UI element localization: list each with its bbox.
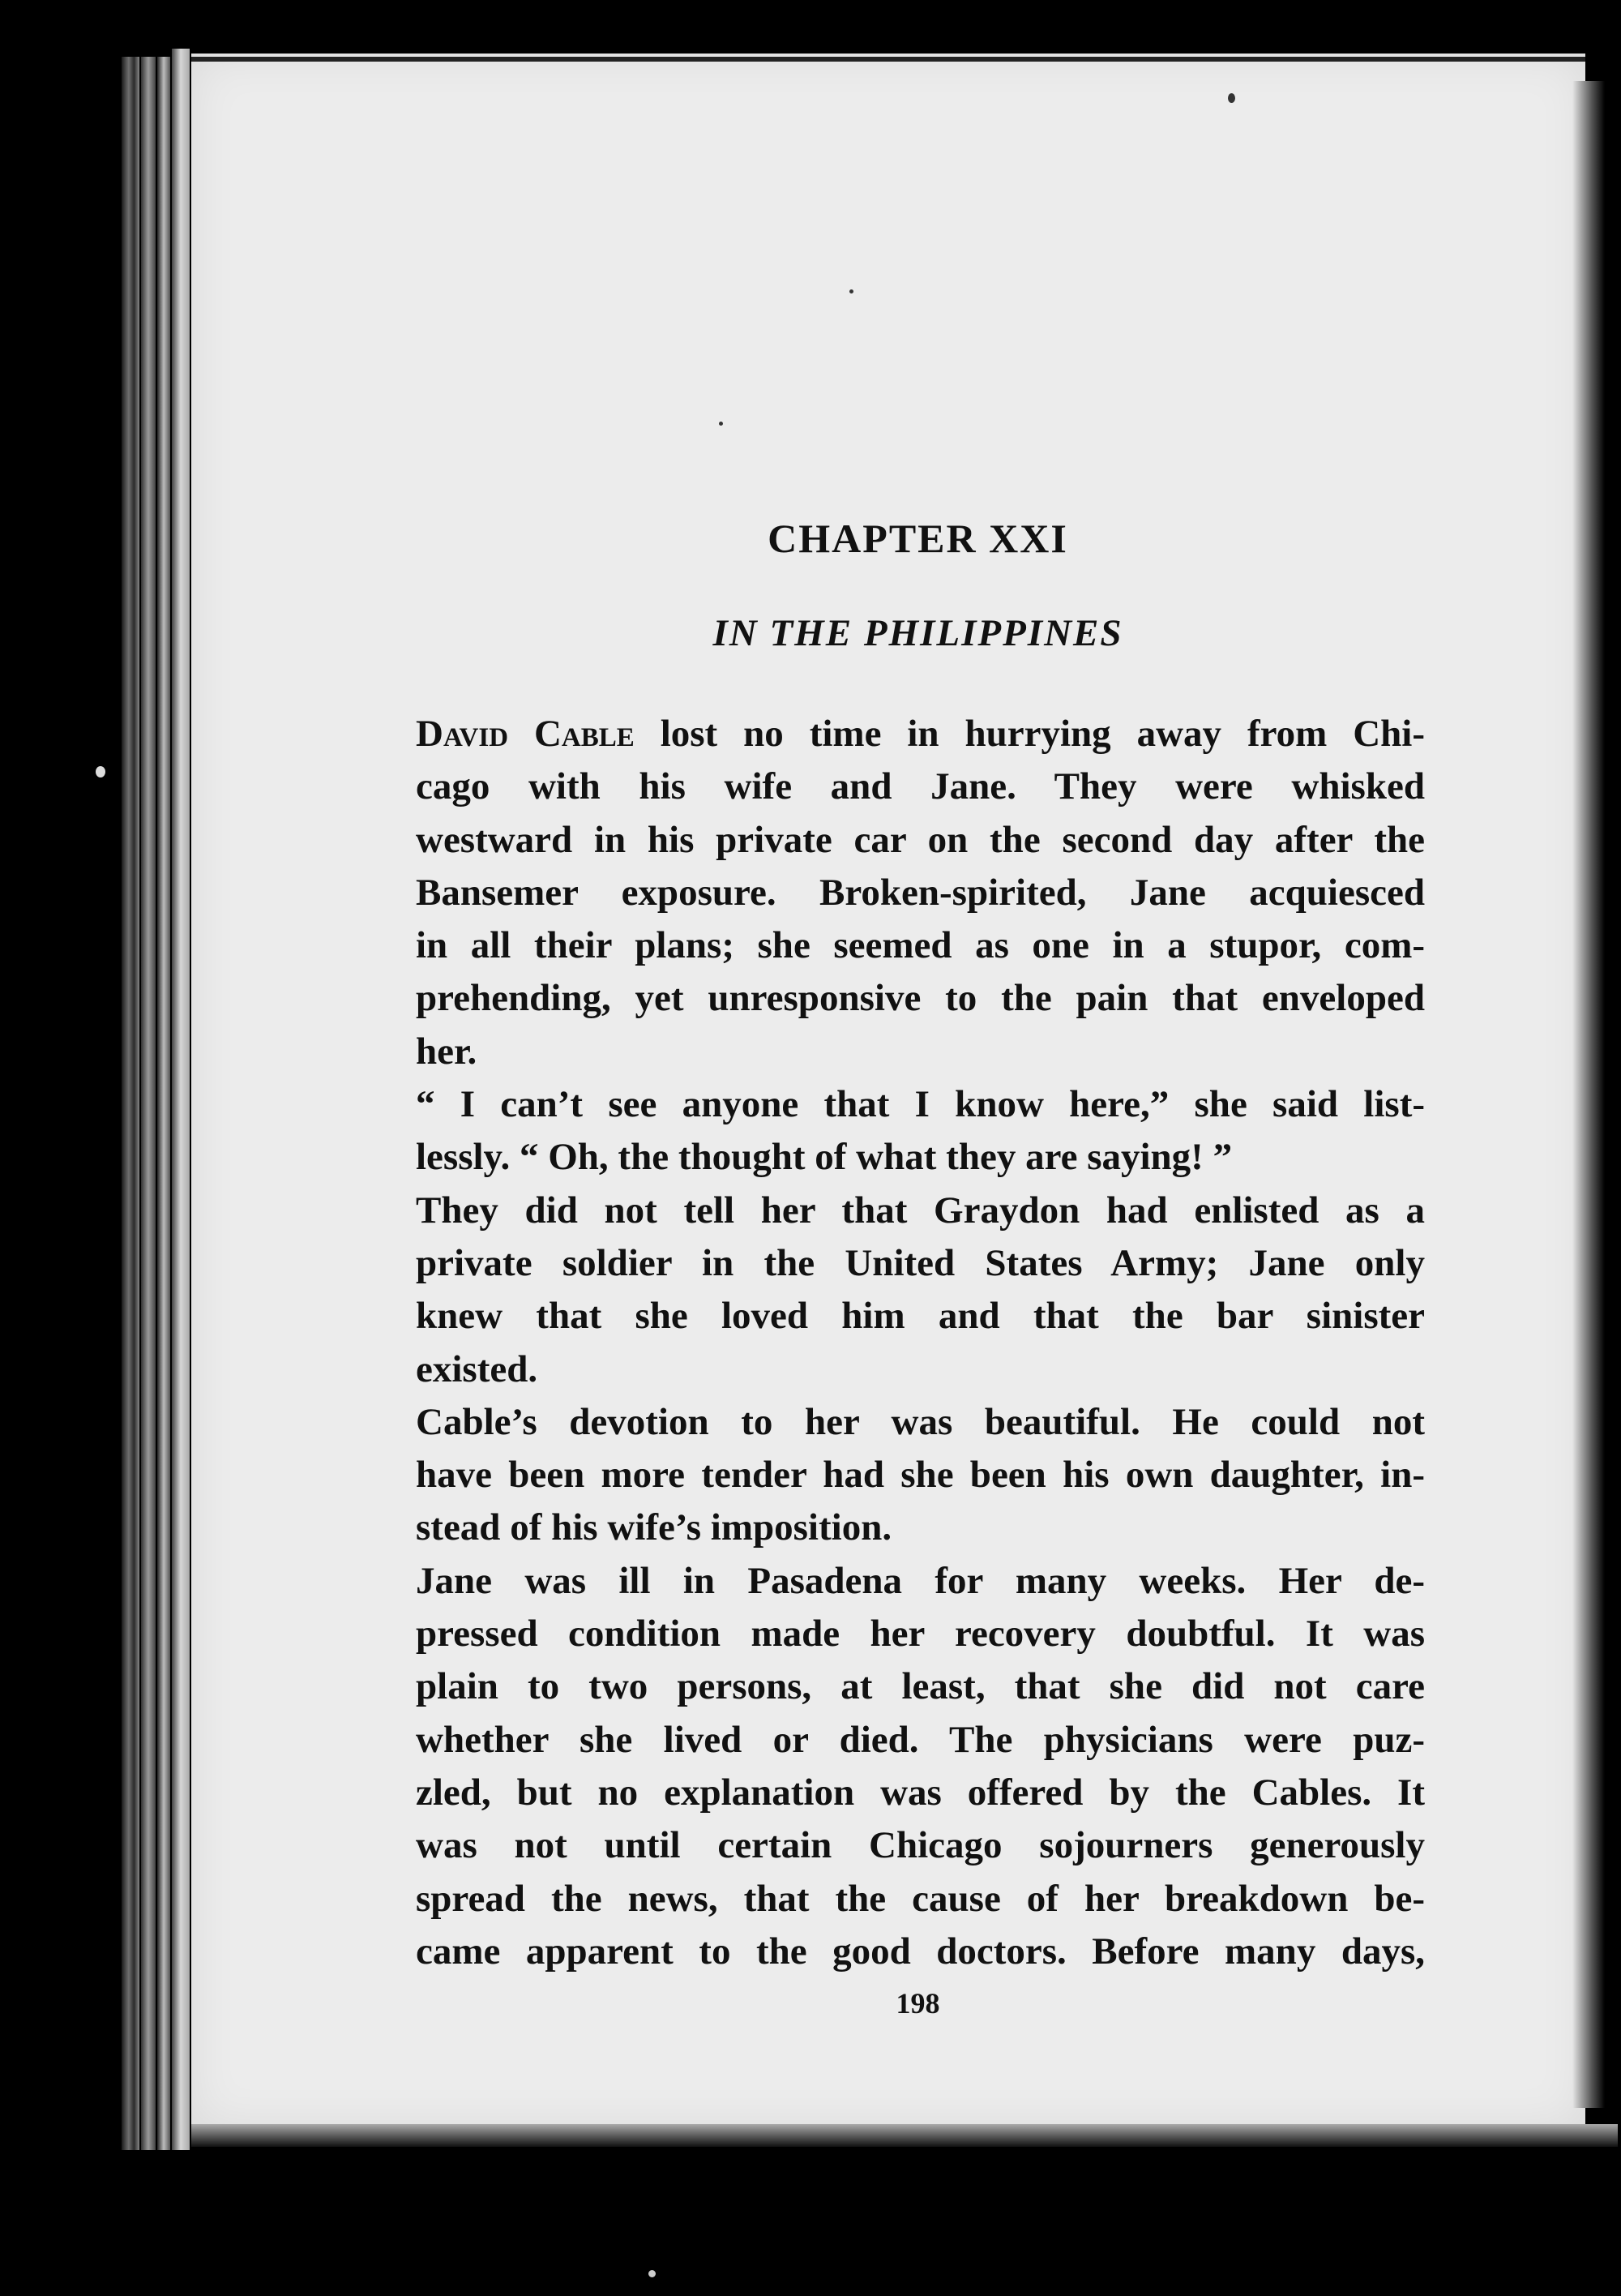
lead-name-last: Cable [533,713,635,755]
chapter-title: CHAPTER XXI [768,516,1068,561]
page-edge-stack [172,49,190,2150]
scan-speck [849,289,853,293]
paragraph [416,1555,1425,1978]
text-line: plain to two persons, at least, that she did not care [416,1665,1425,1708]
text-line: her. [416,1030,477,1073]
text-line: spread the news, that the cause of her breakdown be- [416,1877,1425,1920]
chapter-body [416,708,1425,1978]
text-line: knew that she loved him and that the bar sinister [416,1295,1425,1338]
text-line: prehending, yet unresponsive to the pain that enveloped [416,977,1425,1020]
paragraph [416,708,1425,1078]
text-line: have been more tender had she been his own daughter, in- [416,1454,1425,1497]
text-line: private soldier in the United States Army; Jane only [416,1241,1425,1284]
paragraph [416,1396,1425,1555]
page-bottom-shadow [191,2124,1618,2147]
text-line: cago with his wife and Jane. They were whisked [416,765,1425,808]
page-top-edge [191,57,1585,62]
text-line: Jane was ill in Pasadena for many weeks. Her de- [416,1559,1425,1602]
page-number: 198 [896,1987,940,2020]
text-line-rest: lost no time in hurrying away from Chi- [634,713,1426,755]
scan-speck [96,766,105,777]
text-line: came apparent to the good doctors. Before many days, [416,1930,1425,1973]
page-edge-stack [122,57,139,2150]
text-line: They did not tell her that Graydon had enlisted as a [416,1189,1425,1232]
paragraph [416,1078,1425,1184]
chapter-subtitle: IN THE PHILIPPINES [712,612,1123,654]
text-line: Bansemer exposure. Broken-spirited, Jane acquiesced [416,871,1425,914]
scan-speck [648,2270,656,2277]
text-line [416,708,1425,760]
scan-speck [719,422,723,426]
text-line: stead of his wife’s imposition. [416,1506,892,1549]
text-line: in all their plans; she seemed as one in a stupor, com- [416,924,1425,967]
text-line: existed. [416,1347,538,1390]
text-line: pressed condition made her recovery doubtful. It was [416,1613,1425,1656]
scan-speck [1228,93,1235,103]
lead-name-first: David [416,713,509,755]
text-line: lessly. “ Oh, the thought of what they are saying! ” [416,1136,1233,1179]
text-line: zled, but no explanation was offered by the Cables. It [416,1771,1425,1814]
text-line: westward in his private car on the second day after the [416,818,1425,861]
text-line: Cable’s devotion to her was beautiful. He could not [416,1400,1425,1443]
page-edge-stack [141,57,156,2150]
page-edge-stack [157,57,170,2150]
text-line: was not until certain Chicago sojourners generously [416,1824,1425,1867]
paragraph [416,1184,1425,1396]
text-line: “ I can’t see anyone that I know here,” she said list- [416,1083,1425,1126]
page-right-shadow [1572,81,1605,2108]
text-line: whether she lived or died. The physicians were puz- [416,1718,1425,1761]
